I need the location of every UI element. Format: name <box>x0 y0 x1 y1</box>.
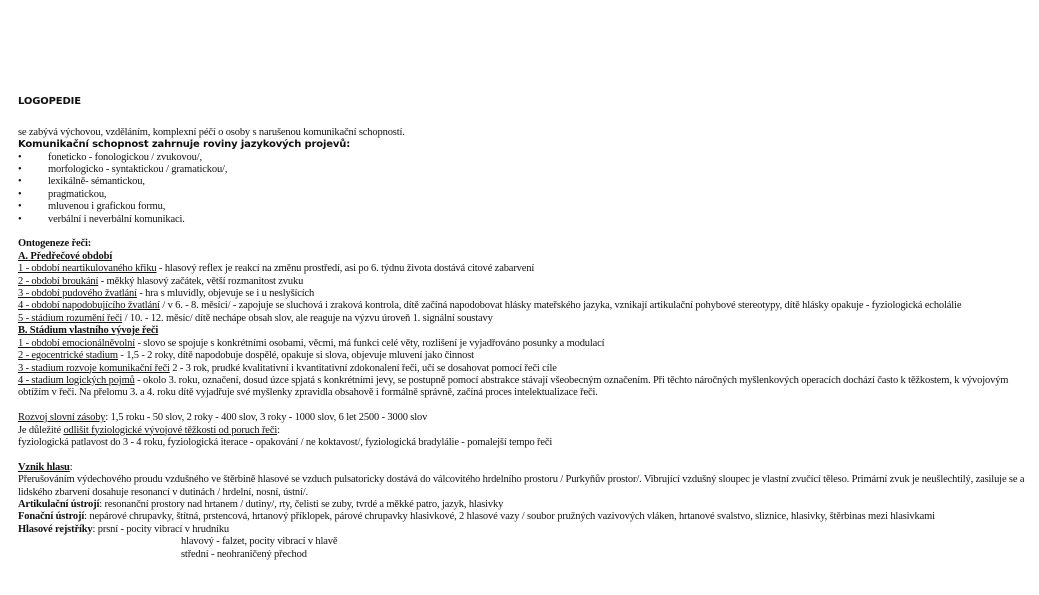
section-a-item <box>18 276 1028 288</box>
item-text: - měkký hlasový začátek, větší rozmanitost zvuku <box>98 275 304 287</box>
section-b-item <box>18 350 1028 362</box>
vznik-heading: Vznik hlasu <box>18 461 70 473</box>
dulezite-line <box>18 425 1028 437</box>
artikulacni-line <box>18 499 1028 511</box>
spacer <box>18 108 1028 120</box>
vznik-heading-post: : <box>69 461 73 473</box>
section-b-heading: B. Stádium vlastního vývoje řeči <box>18 325 159 337</box>
list-item: • pragmatickou, <box>18 189 1028 201</box>
item-term: 1 - období neartikulovaného křiku <box>18 263 157 275</box>
roviny-list <box>18 152 1028 226</box>
section-a-heading: A. Předřečové období <box>18 250 113 262</box>
document-page <box>18 96 1028 561</box>
item-term: 4 - stadium logických pojmů <box>18 374 135 386</box>
section-b-item <box>18 338 1028 350</box>
item-term: 2 - období broukání <box>18 275 99 287</box>
item-text: - 1,5 - 2 roky, dítě napodobuje dospělé, opakuje si slova, objevuje mluvení jako činnost <box>117 350 474 362</box>
section-a-item <box>18 263 1028 275</box>
vznik-heading-line <box>18 462 1028 474</box>
rejstriky-line <box>18 524 1028 536</box>
item-term: 3 - stadium rozvoje komunikační řeči <box>18 362 170 374</box>
list-item: • foneticko - fonologickou / zvukovou/, <box>18 152 1028 164</box>
item-text: 2 - 3 rok, prudké kvalitativní i kvantitativní zdokonalení řeči, učí se dosahovat pomocí řeči cíle <box>169 362 557 374</box>
section-a-item <box>18 313 1028 325</box>
item-text: - hra s mluvidly, objevuje se i u neslyšících <box>136 288 315 300</box>
section-b-item <box>18 363 1028 375</box>
fonacni-term: Fonační ústrojí <box>18 511 85 523</box>
item-term: 3 - období pudového žvatlání <box>18 288 137 300</box>
artikulacni-term: Artikulační ústrojí <box>18 498 100 510</box>
item-term: 4 - období napodobujícího žvatlání <box>18 300 160 312</box>
rozvoj-term: Rozvoj slovní zásoby <box>18 412 106 424</box>
item-text: - okolo 3. roku, označení, dosud úzce spjatá s konkrétními jevy, se postupně pomocí abstrakce stávají všeobecným označením. Při těchto náročných myšlenkových operacích dochází často k těžkostem, k vývojovým obtížím v řeči. Na přelomu 3. a 4. roku dítě vyjadřuje své myšlenky zpravidla obsahově i formálně správně, začíná proces intelektualizace řeči. <box>18 374 1009 399</box>
rozvoj-line <box>18 412 1028 424</box>
fonacni-text: : nepárové chrupavky, štítná, prstencová, hrtanový příklopek, párové chrupavky hlasivkové, 2 hlasové vazy / soubor pružných vazivových vláken, hrtanové svalstvo, sliznice, hlasivky, štěrbinas mezi hlasivkami <box>84 511 935 523</box>
spacer <box>18 449 1028 461</box>
item-term: 2 - egocentrické stadium <box>18 350 118 362</box>
item-text: / v 6. - 8. měsíci/ - zapojuje se sluchová i zraková kontrola, dítě začíná napodobovat hlásky mateřského jazyka, vznikají artikulační pohybové stereotypy, dítě hlásky opakuje - fyziologická echolálie <box>159 300 962 312</box>
spacer <box>18 226 1028 238</box>
rejstriky-text: : prsní - pocity vibrací v hrudníku <box>92 523 230 535</box>
list-item: • morfologicko - syntaktickou / gramatickou/, <box>18 164 1028 176</box>
vznik-text: Přerušováním výdechového proudu vzdušného ve štěrbině hlasové se vzduch pulsatoricky dostává do válcovitého hrdelního prostoru / Purkyňův prostor/. Vibrující vzdušný sloupec je vlastní zvučící těleso. Primární zvuk je neušlechtilý, zasiluje se a lidského zbarvení dosahuje resonancí v dutinách / hrdelní, nosní, ústní/. <box>18 474 1025 498</box>
item-text: - slovo se spojuje s konkrétními osobami, věcmi, má funkci celé věty, rozlišení je vyjadřováno posunky a modulací <box>134 337 605 349</box>
rejstriky-term: Hlasové rejstříky <box>18 523 93 535</box>
fonacni-line <box>18 511 1028 523</box>
section-b-item <box>18 375 1028 400</box>
rejstrik-hlavovy: hlavový - falzet, pocity vibrací v hlavě <box>181 536 338 548</box>
item-term: 1 - období emocionálněvolní <box>18 337 135 349</box>
list-item: • lexikálně- sémantickou, <box>18 176 1028 188</box>
spacer <box>18 400 1028 412</box>
artikulacni-text: : resonanční prostory nad hrtanem / dutiny/, rty, čelisti se zuby, tvrdé a měkké patro, jazyk, hlasivky <box>99 498 504 510</box>
item-term: 5 - stádium rozumění řeči <box>18 312 123 324</box>
section-a-item <box>18 288 1028 300</box>
item-text: / 10. - 12. měsíc/ dítě nechápe obsah slov, ale reaguje na výzvu úroveň 1. signální soustavy <box>122 312 493 324</box>
dulezite-post: : <box>277 424 280 436</box>
dulezite-term: odlišit fyziologické vývojové těžkosti od poruch řeči <box>63 424 278 436</box>
komunikace-heading: Komunikační schopnost zahrnuje roviny jazykových projevů: <box>18 139 351 151</box>
fyziologicke-line: fyziologická patlavost do 3 - 4 roku, fyziologická iterace - opakování / ne koktavost/, fyziologická bradylálie - pomalejší tempo řeči <box>18 436 553 448</box>
rozvoj-text: : 1,5 roku - 50 slov, 2 roky - 400 slov, 3 roky - 1000 slov, 6 let 2500 - 3000 slov <box>105 412 428 424</box>
rejstrik-stredni: střední - neohraničený přechod <box>181 548 307 560</box>
item-text: - hlasový reflex je reakcí na změnu prostředí, asi po 6. týdnu života dostává citové zabarvení <box>156 263 535 275</box>
section-a-item <box>18 300 1028 312</box>
document-title: LOGOPEDIE <box>18 96 81 107</box>
ontogeneze-heading: Ontogeneze řeči: <box>18 238 92 250</box>
list-item: • verbální i neverbální komunikaci. <box>18 214 1028 226</box>
intro-text: se zabývá výchovou, vzděláním, komplexní péčí o osoby s narušenou komunikační schopností. <box>18 126 405 138</box>
dulezite-pre: Je důležité <box>18 424 64 436</box>
list-item: • mluvenou i grafickou formu, <box>18 201 1028 213</box>
